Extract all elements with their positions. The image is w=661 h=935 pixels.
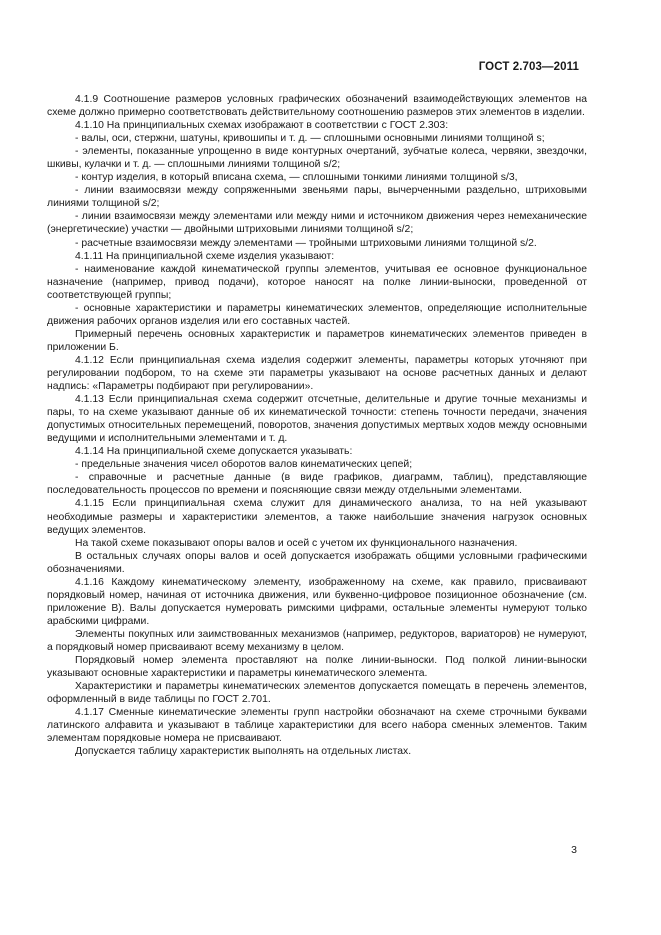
list-item: - контур изделия, в который вписана схема, — сплошными тонкими линиями толщиной s/3,	[75, 172, 518, 184]
list-item: - наименование каждой кинематической группы элементов, учитывая ее основное функциональное назначение (например, привод подачи), которое наносят на полке линии-выноски, проведенной от соответствующей группы;	[47, 263, 587, 301]
paragraph: 4.1.9 Соотношение размеров условных графических обозначений взаимодействующих элементов на схеме должно примерно соответствовать действительному соотношению размеров этих элементов в изделии.	[47, 94, 587, 119]
list-item: - справочные и расчетные данные (в виде графиков, диаграмм, таблиц), представляющие последовательность процессов по времени и поясняющие связи между отдельными элементами.	[47, 472, 587, 497]
paragraph: Примерный перечень основных характеристик и параметров кинематических элементов приведен в приложении Б.	[47, 328, 587, 353]
paragraph: 4.1.11 На принципиальной схеме изделия указывают:	[75, 250, 335, 262]
list-item: - основные характеристики и параметры кинематических элементов, определяющие исполнительные движения рабочих органов изделия или его составных частей.	[47, 302, 587, 327]
list-item: - расчетные взаимосвязи между элементами — тройными штриховыми линиями толщиной s/2.	[75, 237, 537, 249]
list-item: - линии взаимосвязи между элементами или между ними и источником движения через немеханические (энергетические) участки — двойными штриховыми линиями толщиной s/2;	[47, 211, 587, 236]
paragraph: Характеристики и параметры кинематических элементов допускается помещать в перечень элементов, оформленный в виде таблицы по ГОСТ 2.701.	[47, 681, 587, 706]
paragraph: 4.1.15 Если принципиальная схема служит для динамического анализа, то на ней указывают необходимые размеры и характеристики элементов, а также наибольшие значения нагрузок основных ведущих элементов.	[47, 498, 587, 536]
paragraph: 4.1.17 Сменные кинематические элементы групп настройки обозначают на схеме строчными буквами латинского алфавита и указывают в таблице характеристики для всего набора сменных элементов. Таким элементам порядковые номера не присваивают.	[47, 707, 587, 745]
paragraph: 4.1.16 Каждому кинематическому элементу, изображенному на схеме, как правило, присваивают порядковый номер, начиная от источника движения, или буквенно-цифровое позиционное обозначение (см. приложение В). Валы допускается нумеровать римскими цифрами, остальные элементы нумеруют только арабскими цифрами.	[47, 576, 587, 627]
paragraph: В остальных случаях опоры валов и осей допускается изображать общими условными графическими обозначениями.	[47, 550, 587, 575]
list-item: - линии взаимосвязи между сопряженными звеньями пары, вычерченными раздельно, штриховыми линиями толщиной s/2;	[47, 185, 587, 210]
list-item: - предельные значения чисел оборотов валов кинематических цепей;	[75, 459, 413, 471]
paragraph: 4.1.10 На принципиальных схемах изображают в соответствии с ГОСТ 2.303:	[75, 120, 449, 132]
list-item: - элементы, показанные упрощенно в виде контурных очертаний, зубчатые колеса, червяки, звездочки, шкивы, кулачки и т. д. — сплошными линиями толщиной s/2;	[47, 146, 587, 171]
paragraph: 4.1.13 Если принципиальная схема содержит отсчетные, делительные и другие точные механизмы и пары, то на схеме указывают данные об их кинематической точности: степень точности передачи, значения допустимых относительных перемещений, поворотов, значения допустимых мертвых ходов между основными ведущими и исполнительными элементами и т. д.	[47, 394, 587, 445]
document-code: ГОСТ 2.703—2011	[478, 61, 579, 73]
paragraph: Порядковый номер элемента проставляют на полке линии-выноски. Под полкой линии-выноски указывают основные характеристики и параметры кинематического элемента.	[47, 655, 587, 680]
paragraph: 4.1.12 Если принципиальная схема изделия содержит элементы, параметры которых уточняют при регулировании подбором, то на схеме эти параметры указывают на основе расчетных данных и делают надпись: «Параметры подбирают при регулировании».	[47, 354, 587, 393]
paragraph: На такой схеме показывают опоры валов и осей с учетом их функционального назначения.	[75, 537, 518, 549]
document-body	[47, 93, 587, 758]
list-item: - валы, оси, стержни, шатуны, кривошипы и т. д. — сплошными основными линиями толщиной s;	[75, 133, 545, 145]
paragraph: 4.1.14 На принципиальной схеме допускается указывать:	[75, 446, 353, 458]
paragraph: Элементы покупных или заимствованных механизмов (например, редукторов, вариаторов) не нумеруют, а порядковый номер присваивают всему механизму в целом.	[47, 628, 587, 653]
paragraph: Допускается таблицу характеристик выполнять на отдельных листах.	[75, 746, 412, 758]
page-number: 3	[571, 844, 577, 856]
